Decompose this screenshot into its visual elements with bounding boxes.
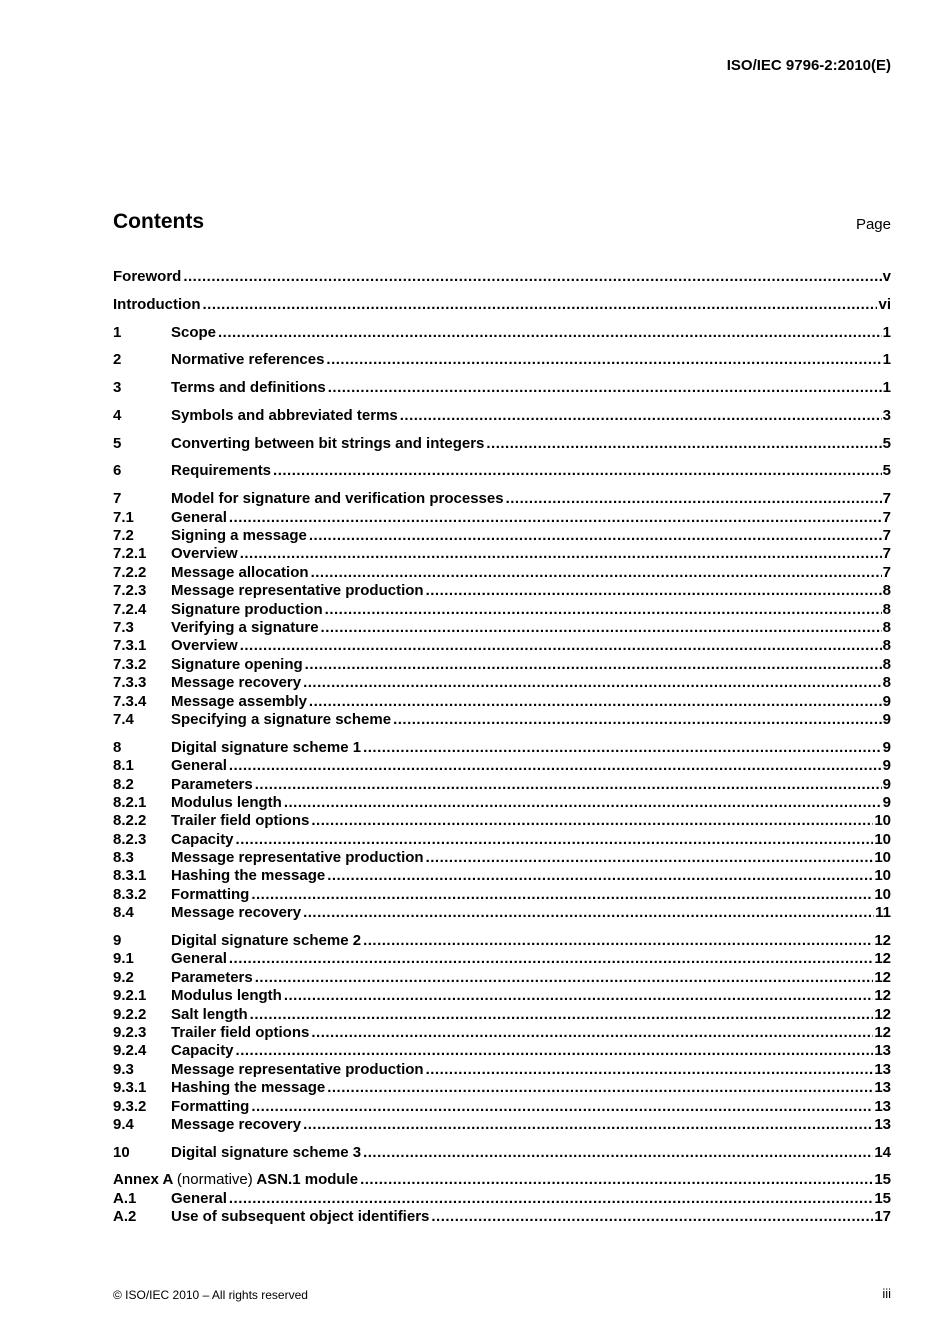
toc-entry-number: 8.3.1: [113, 867, 147, 885]
toc-entry-number: 10: [113, 1143, 130, 1161]
toc-entry-number: 8.1: [113, 757, 134, 775]
toc-entry-page: 7: [882, 563, 891, 581]
toc-entry-number: A.1: [113, 1189, 137, 1207]
toc-entry-page: 8: [882, 655, 891, 673]
toc-entry-number: 4: [113, 406, 122, 424]
toc-entry-title: Message recovery: [171, 1115, 302, 1133]
toc-entry-page: 10: [874, 812, 891, 830]
toc-dot-leader: [321, 619, 882, 637]
toc-entry[interactable]: [113, 867, 891, 885]
toc-entry-title: Use of subsequent object identifiers: [171, 1208, 430, 1226]
toc-entry[interactable]: [113, 1144, 891, 1162]
toc-entry-page: 9: [882, 775, 891, 793]
toc-dot-leader: [303, 674, 882, 692]
toc-entry[interactable]: [113, 849, 891, 867]
toc-entry-title: Requirements: [171, 462, 272, 480]
toc-entry[interactable]: [113, 987, 891, 1005]
toc-entry-title: Modulus length: [171, 987, 282, 1005]
toc-entry-title: Digital signature scheme 1: [171, 738, 362, 756]
toc-entry-number: 7.2.1: [113, 545, 147, 563]
toc-entry-page: v: [882, 268, 891, 285]
toc-entry-number: 6: [113, 462, 122, 480]
toc-entry[interactable]: [113, 693, 891, 711]
toc-dot-leader: [255, 969, 874, 987]
page-number: iii: [882, 1286, 891, 1301]
toc-dot-leader: [273, 462, 882, 480]
toc-dot-leader: [400, 407, 882, 425]
table-of-contents: [113, 268, 891, 1227]
toc-dot-leader: [218, 324, 882, 342]
toc-entry-number: 8.2.3: [113, 830, 147, 848]
toc-dot-leader: [229, 757, 882, 775]
toc-entry[interactable]: [113, 757, 891, 775]
toc-entry-title: Message recovery: [171, 674, 302, 692]
toc-entry-number: 7: [113, 490, 122, 508]
toc-entry-page: 15: [874, 1189, 891, 1207]
toc-dot-leader: [250, 1006, 874, 1024]
toc-entry-title: Message assembly: [171, 692, 307, 710]
toc-entry-page: 1: [882, 351, 891, 369]
toc-entry[interactable]: [113, 490, 891, 508]
toc-entry-title: Capacity: [171, 1042, 234, 1060]
toc-entry[interactable]: [113, 379, 891, 397]
toc-entry[interactable]: [113, 462, 891, 480]
toc-dot-leader: [486, 435, 881, 453]
toc-entry-number: 7.3: [113, 618, 134, 636]
toc-entry-title: Modulus length: [171, 793, 282, 811]
toc-entry-title: Digital signature scheme 3: [171, 1143, 362, 1161]
toc-entry-page: 9: [882, 710, 891, 728]
toc-entry[interactable]: [113, 1042, 891, 1060]
toc-entry-title: Trailer field options: [171, 1023, 310, 1041]
toc-entry-title: Signature production: [171, 600, 323, 618]
toc-dot-leader: [229, 509, 882, 527]
toc-entry-number: 8.2: [113, 775, 134, 793]
toc-entry-number: 9.1: [113, 950, 134, 968]
toc-entry-page: 9: [882, 757, 891, 775]
toc-dot-leader: [236, 831, 874, 849]
toc-entry[interactable]: [113, 969, 891, 987]
toc-entry[interactable]: [113, 1079, 891, 1097]
toc-entry-page: 10: [874, 867, 891, 885]
annex-kind: (normative): [176, 1171, 253, 1189]
toc-entry-page: 13: [874, 1097, 891, 1115]
toc-entry-page: 8: [882, 637, 891, 655]
toc-entry-page: 8: [882, 674, 891, 692]
toc-entry-page: 8: [882, 582, 891, 600]
toc-entry-page: 1: [882, 323, 891, 341]
toc-entry[interactable]: [113, 268, 891, 286]
toc-entry[interactable]: [113, 950, 891, 968]
toc-entry-number: 8.4: [113, 904, 134, 922]
toc-dot-leader: [202, 296, 877, 314]
toc-dot-leader: [183, 268, 881, 286]
toc-entry-title: Parameters: [171, 968, 253, 986]
toc-entry-title: General: [171, 757, 227, 775]
toc-entry[interactable]: [113, 509, 891, 527]
toc-entry[interactable]: [113, 904, 891, 922]
toc-dot-leader: [284, 794, 882, 812]
copyright-notice: © ISO/IEC 2010 – All rights reserved: [113, 1288, 308, 1302]
toc-entry[interactable]: [113, 637, 891, 655]
toc-entry-title: Signature opening: [171, 655, 303, 673]
toc-entry-page: 7: [882, 508, 891, 526]
toc-entry-page: 9: [882, 793, 891, 811]
toc-entry-page: 8: [882, 600, 891, 618]
toc-entry[interactable]: [113, 656, 891, 674]
toc-dot-leader: [251, 886, 873, 904]
toc-dot-leader: [327, 1079, 873, 1097]
toc-entry-number: 7.2.2: [113, 563, 147, 581]
toc-entry-number: 9.2.3: [113, 1023, 147, 1041]
toc-dot-leader: [431, 1208, 873, 1226]
toc-entry-number: 5: [113, 434, 122, 452]
toc-entry[interactable]: [113, 527, 891, 545]
toc-entry[interactable]: [113, 1006, 891, 1024]
toc-entry-number: 7.2: [113, 527, 134, 545]
toc-dot-leader: [328, 379, 882, 397]
annex-heading: [113, 1171, 358, 1189]
toc-entry[interactable]: [113, 1190, 891, 1208]
toc-annex-entry[interactable]: [113, 1171, 891, 1189]
toc-dot-leader: [311, 812, 873, 830]
toc-dot-leader: [305, 656, 882, 674]
toc-entry-number: A.2: [113, 1208, 137, 1226]
toc-dot-leader: [363, 932, 873, 950]
toc-entry-title: Converting between bit strings and integers: [171, 434, 485, 452]
toc-entry-page: 12: [874, 968, 891, 986]
toc-entry-page: 1: [882, 379, 891, 397]
toc-entry-title: Formatting: [171, 885, 250, 903]
toc-dot-leader: [303, 1116, 873, 1134]
toc-entry[interactable]: [113, 1116, 891, 1134]
toc-entry-number: 2: [113, 351, 122, 369]
toc-entry-title: Normative references: [171, 351, 325, 369]
toc-entry-title: Overview: [171, 545, 238, 563]
toc-dot-leader: [236, 1042, 874, 1060]
toc-entry-title: Message representative production: [171, 1060, 424, 1078]
toc-entry-number: 8.3: [113, 849, 134, 867]
toc-entry-title: Digital signature scheme 2: [171, 932, 362, 950]
toc-dot-leader: [311, 564, 882, 582]
toc-entry-number: 9.2.4: [113, 1042, 147, 1060]
toc-entry-page: 10: [874, 885, 891, 903]
toc-entry-title: Hashing the message: [171, 867, 326, 885]
toc-entry[interactable]: [113, 776, 891, 794]
toc-entry-page: 5: [882, 462, 891, 480]
toc-entry[interactable]: [113, 674, 891, 692]
toc-entry-title: Verifying a signature: [171, 618, 319, 636]
toc-entry-number: 8: [113, 738, 122, 756]
toc-dot-leader: [327, 867, 873, 885]
toc-entry-page: 12: [874, 932, 891, 950]
toc-entry-title: Parameters: [171, 775, 253, 793]
toc-entry-title: Message allocation: [171, 563, 309, 581]
toc-entry-number: 7.1: [113, 508, 134, 526]
toc-dot-leader: [311, 1024, 873, 1042]
toc-entry[interactable]: [113, 739, 891, 757]
toc-entry-title: Message representative production: [171, 849, 424, 867]
toc-entry-number: 9.3.1: [113, 1079, 147, 1097]
toc-entry-page: 13: [874, 1079, 891, 1097]
toc-entry-number: 3: [113, 379, 122, 397]
toc-entry[interactable]: [113, 1061, 891, 1079]
toc-entry-title: General: [171, 1189, 227, 1207]
toc-entry-title: Signing a message: [171, 527, 307, 545]
toc-entry-number: 9.2: [113, 968, 134, 986]
toc-entry[interactable]: [113, 711, 891, 729]
toc-entry-number: 8.2.2: [113, 812, 147, 830]
contents-title: Contents: [113, 210, 204, 233]
toc-dot-leader: [363, 739, 882, 757]
toc-entry-page: 14: [874, 1143, 891, 1161]
toc-entry-number: 9.3: [113, 1060, 134, 1078]
toc-entry-number: 1: [113, 323, 122, 341]
toc-dot-leader: [326, 351, 881, 369]
toc-entry[interactable]: [113, 407, 891, 425]
toc-entry-title: Terms and definitions: [171, 379, 326, 397]
toc-entry-page: 3: [882, 406, 891, 424]
toc-entry-title: Message recovery: [171, 904, 302, 922]
toc-dot-leader: [426, 1061, 874, 1079]
toc-entry[interactable]: [113, 812, 891, 830]
toc-entry[interactable]: [113, 831, 891, 849]
toc-entry-title: Foreword: [113, 268, 182, 285]
toc-entry-number: 7.4: [113, 710, 134, 728]
toc-entry-page: 9: [882, 692, 891, 710]
toc-entry-title: Formatting: [171, 1097, 250, 1115]
toc-entry-title: Hashing the message: [171, 1079, 326, 1097]
toc-entry-number: 9.4: [113, 1115, 134, 1133]
toc-entry-page: 13: [874, 1115, 891, 1133]
toc-entry-title: Scope: [171, 323, 217, 341]
toc-entry-page: 10: [874, 830, 891, 848]
toc-dot-leader: [229, 950, 873, 968]
toc-dot-leader: [393, 711, 882, 729]
toc-dot-leader: [240, 637, 882, 655]
toc-entry-number: 7.3.4: [113, 692, 147, 710]
toc-dot-leader: [363, 1144, 873, 1162]
toc-entry-number: 9: [113, 932, 122, 950]
toc-entry-number: 7.3.1: [113, 637, 147, 655]
toc-entry-page: 10: [874, 849, 891, 867]
toc-entry-title: Message representative production: [171, 582, 424, 600]
toc-entry[interactable]: [113, 435, 891, 453]
toc-entry[interactable]: [113, 296, 891, 314]
document-code: ISO/IEC 9796-2:2010(E): [726, 57, 891, 74]
toc-entry-title: Specifying a signature scheme: [171, 710, 392, 728]
toc-entry-number: 9.2.2: [113, 1005, 147, 1023]
toc-entry[interactable]: [113, 564, 891, 582]
toc-entry-page: 15: [874, 1171, 891, 1189]
toc-entry[interactable]: [113, 1208, 891, 1226]
toc-entry[interactable]: [113, 619, 891, 637]
toc-dot-leader: [309, 693, 882, 711]
toc-entry-title: Capacity: [171, 830, 234, 848]
toc-entry-page: 9: [882, 738, 891, 756]
toc-entry-page: 13: [874, 1060, 891, 1078]
toc-entry[interactable]: [113, 545, 891, 563]
toc-entry-title: General: [171, 508, 227, 526]
toc-entry[interactable]: [113, 601, 891, 619]
toc-dot-leader: [360, 1171, 873, 1189]
toc-entry-page: 12: [874, 1005, 891, 1023]
toc-entry[interactable]: [113, 794, 891, 812]
toc-entry-number: 8.2.1: [113, 793, 147, 811]
toc-entry-title: Model for signature and verification processes: [171, 490, 504, 508]
toc-entry-title: Symbols and abbreviated terms: [171, 406, 398, 424]
toc-entry[interactable]: [113, 324, 891, 342]
toc-entry-number: 7.2.3: [113, 582, 147, 600]
toc-dot-leader: [229, 1190, 873, 1208]
toc-dot-leader: [426, 582, 882, 600]
toc-entry-title: General: [171, 950, 227, 968]
toc-entry-page: 7: [882, 490, 891, 508]
toc-dot-leader: [251, 1098, 873, 1116]
toc-dot-leader: [284, 987, 873, 1005]
toc-entry[interactable]: [113, 1098, 891, 1116]
toc-dot-leader: [309, 527, 882, 545]
toc-entry-number: 8.3.2: [113, 885, 147, 903]
toc-entry-number: 9.2.1: [113, 987, 147, 1005]
toc-dot-leader: [506, 490, 882, 508]
toc-dot-leader: [325, 601, 882, 619]
toc-entry-page: 7: [882, 545, 891, 563]
toc-entry-page: 12: [874, 987, 891, 1005]
toc-entry-page: 8: [882, 618, 891, 636]
toc-entry-number: 7.3.2: [113, 655, 147, 673]
toc-entry[interactable]: [113, 351, 891, 369]
page-column-label: Page: [855, 216, 891, 233]
toc-dot-leader: [255, 776, 882, 794]
toc-entry-page: vi: [878, 295, 891, 313]
toc-entry-page: 13: [874, 1042, 891, 1060]
toc-entry-page: 12: [874, 950, 891, 968]
toc-entry-title: Introduction: [113, 295, 201, 313]
toc-entry-number: 7.2.4: [113, 600, 147, 618]
toc-dot-leader: [240, 545, 882, 563]
annex-title: ASN.1 module: [256, 1171, 359, 1189]
toc-entry-page: 7: [882, 527, 891, 545]
toc-entry-page: 5: [882, 434, 891, 452]
toc-entry[interactable]: [113, 886, 891, 904]
toc-entry-number: 7.3.3: [113, 674, 147, 692]
toc-entry[interactable]: [113, 1024, 891, 1042]
toc-entry-title: Overview: [171, 637, 238, 655]
toc-dot-leader: [426, 849, 874, 867]
toc-entry-page: 17: [874, 1208, 891, 1226]
toc-entry-page: 11: [875, 904, 891, 922]
annex-label: Annex A: [113, 1171, 173, 1189]
toc-entry-page: 12: [874, 1023, 891, 1041]
toc-entry-title: Trailer field options: [171, 812, 310, 830]
toc-dot-leader: [303, 904, 874, 922]
toc-entry[interactable]: [113, 932, 891, 950]
toc-entry-title: Salt length: [171, 1005, 248, 1023]
toc-entry-number: 9.3.2: [113, 1097, 147, 1115]
toc-entry[interactable]: [113, 582, 891, 600]
